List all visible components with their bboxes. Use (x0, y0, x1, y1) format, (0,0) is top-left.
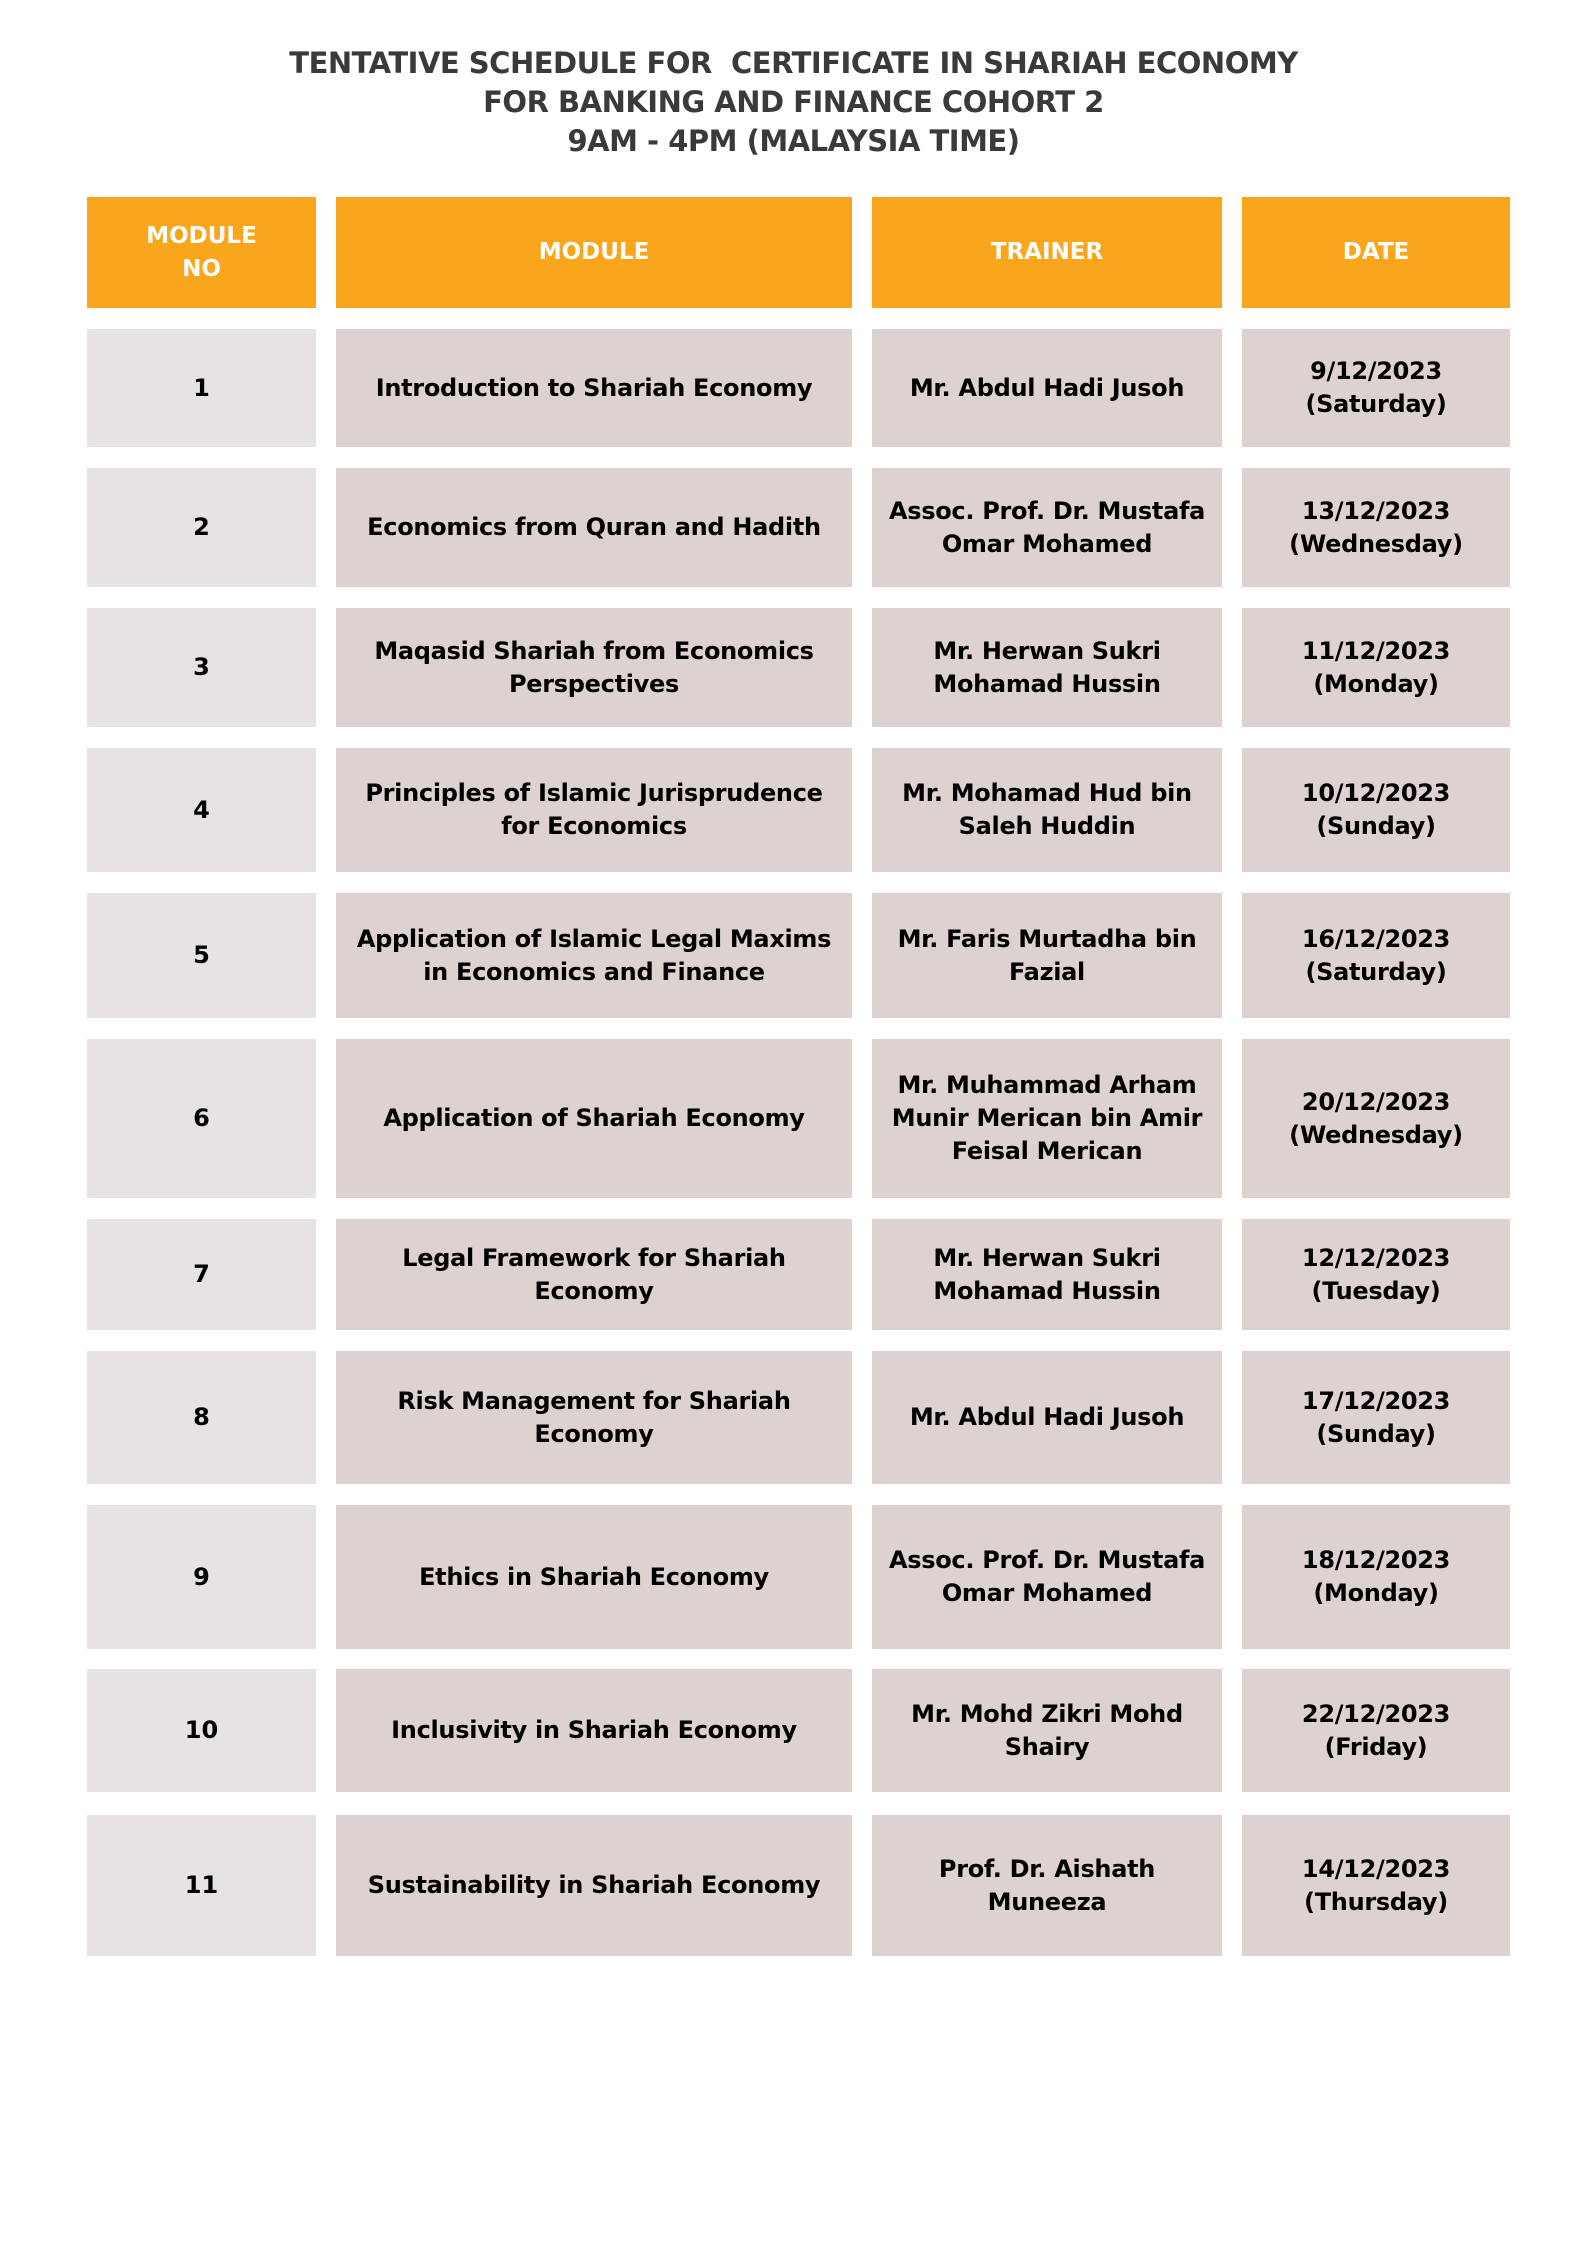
module-no-cell (87, 1669, 316, 1792)
module-no-cell-text: 11 (184, 1871, 219, 1899)
module-cell-text: Application of Islamic Legal Maxims (356, 924, 832, 953)
date-cell-text: (Sunday) (1316, 812, 1436, 840)
header-date (1242, 197, 1510, 308)
trainer-cell (872, 1669, 1222, 1792)
module-cell (336, 329, 852, 447)
module-no-cell-text: 1 (193, 373, 210, 402)
trainer-cell-text: Fazial (1008, 957, 1085, 986)
module-no-cell-text: 6 (193, 1104, 210, 1132)
module-cell (336, 1351, 852, 1484)
module-no-cell-text: 9 (193, 1562, 210, 1591)
date-cell (1242, 1351, 1510, 1484)
trainer-cell-text: Saleh Huddin (958, 812, 1136, 840)
module-cell (336, 1219, 852, 1330)
trainer-cell (872, 1351, 1222, 1484)
module-no-cell (87, 1351, 316, 1484)
trainer-cell-text: Omar Mohamed (941, 529, 1153, 558)
module-no-cell-text: 4 (193, 795, 210, 824)
module-cell-text: Perspectives (509, 669, 679, 698)
module-cell (336, 468, 852, 587)
header-module-label: MODULE (538, 239, 650, 265)
module-no-cell (87, 893, 316, 1018)
date-cell-text: (Sunday) (1316, 1419, 1436, 1448)
module-cell-text: Risk Management for Shariah (397, 1386, 791, 1415)
page-title (0, 44, 1587, 161)
module-no-cell-text: 2 (193, 513, 210, 541)
trainer-cell (872, 329, 1222, 447)
module-no-cell (87, 748, 316, 872)
date-cell-text: (Saturday) (1305, 957, 1447, 986)
trainer-cell-text: Shairy (1004, 1732, 1090, 1761)
module-cell-text: Application of Shariah Economy (383, 1104, 805, 1132)
module-cell-text: Legal Framework for Shariah (402, 1243, 786, 1272)
trainer-cell-text: Omar Mohamed (941, 1579, 1153, 1607)
module-no-cell (87, 468, 316, 587)
date-cell-text: 9/12/2023 (1310, 357, 1442, 385)
trainer-cell (872, 468, 1222, 587)
module-cell-text: Sustainability in Shariah Economy (367, 1871, 821, 1899)
module-cell-text: Economy (534, 1276, 654, 1305)
module-no-cell-text: 5 (193, 941, 210, 969)
module-cell (336, 1505, 852, 1649)
module-cell-text: in Economics and Finance (423, 957, 765, 986)
trainer-cell-text: Mr. Abdul Hadi Jusoh (909, 1403, 1185, 1431)
header-trainer-label: TRAINER (990, 239, 1104, 265)
date-cell-text: (Tuesday) (1311, 1276, 1441, 1305)
date-cell (1242, 1219, 1510, 1330)
module-cell (336, 1669, 852, 1792)
date-cell-text: (Monday) (1313, 669, 1439, 698)
module-no-cell (87, 608, 316, 727)
module-cell (336, 608, 852, 727)
header-module-no-line-1: MODULE (146, 222, 257, 249)
trainer-cell (872, 1039, 1222, 1198)
header-date-label: DATE (1342, 239, 1410, 265)
module-no-cell-text: 7 (193, 1260, 210, 1288)
trainer-cell (872, 1815, 1222, 1956)
trainer-cell (872, 893, 1222, 1018)
trainer-cell-text: Feisal Merican (951, 1137, 1143, 1165)
trainer-cell-text: Mr. Muhammad Arham (897, 1071, 1197, 1099)
date-cell-text: 17/12/2023 (1301, 1386, 1451, 1415)
module-no-cell (87, 329, 316, 447)
header-trainer (872, 197, 1222, 308)
title-line-3: 9AM - 4PM (MALAYSIA TIME) (567, 124, 1020, 158)
module-cell-text: Principles of Islamic Jurisprudence (365, 779, 823, 807)
module-cell-text: Introduction to Shariah Economy (375, 373, 813, 402)
date-cell (1242, 1505, 1510, 1649)
trainer-cell-text: Muneeza (987, 1887, 1107, 1916)
module-cell (336, 1039, 852, 1198)
date-cell (1242, 1815, 1510, 1956)
trainer-cell (872, 608, 1222, 727)
trainer-cell-text: Mr. Mohd Zikri Mohd (911, 1699, 1183, 1728)
module-no-cell (87, 1219, 316, 1330)
trainer-cell (872, 748, 1222, 872)
module-no-cell-text: 10 (184, 1716, 219, 1744)
module-cell (336, 1815, 852, 1956)
date-cell-text: 14/12/2023 (1301, 1854, 1451, 1883)
date-cell-text: 22/12/2023 (1301, 1699, 1451, 1728)
date-cell-text: 11/12/2023 (1301, 636, 1451, 665)
date-cell (1242, 1669, 1510, 1792)
trainer-cell-text: Assoc. Prof. Dr. Mustafa (888, 1546, 1205, 1574)
date-cell (1242, 468, 1510, 587)
date-cell (1242, 1039, 1510, 1198)
date-cell-text: 16/12/2023 (1301, 924, 1451, 953)
date-cell-text: (Monday) (1313, 1579, 1439, 1607)
header-module-no (87, 197, 316, 308)
title-line-2: FOR BANKING AND FINANCE COHORT 2 (483, 85, 1104, 119)
date-cell (1242, 329, 1510, 447)
trainer-cell-text: Mr. Herwan Sukri (933, 636, 1161, 665)
trainer-cell-text: Munir Merican bin Amir (891, 1104, 1203, 1132)
trainer-cell-text: Mohamad Hussin (933, 669, 1161, 698)
trainer-cell-text: Mohamad Hussin (933, 1276, 1161, 1305)
module-no-cell (87, 1039, 316, 1198)
date-cell (1242, 893, 1510, 1018)
module-no-cell (87, 1815, 316, 1956)
date-cell-text: (Wednesday) (1289, 1120, 1463, 1149)
module-cell-text: Maqasid Shariah from Economics (374, 636, 814, 665)
module-no-cell (87, 1505, 316, 1649)
trainer-cell-text: Mr. Abdul Hadi Jusoh (909, 373, 1185, 402)
module-cell-text: Economics from Quran and Hadith (367, 513, 821, 541)
date-cell (1242, 608, 1510, 727)
date-cell-text: 10/12/2023 (1301, 779, 1451, 807)
trainer-cell-text: Assoc. Prof. Dr. Mustafa (888, 496, 1205, 525)
module-cell-text: Ethics in Shariah Economy (419, 1562, 769, 1591)
date-cell-text: 18/12/2023 (1301, 1546, 1451, 1574)
trainer-cell-text: Mr. Herwan Sukri (933, 1243, 1161, 1272)
date-cell-text: 20/12/2023 (1301, 1087, 1451, 1116)
title-line-1: TENTATIVE SCHEDULE FOR CERTIFICATE IN SHARIAH ECONOMY (289, 46, 1298, 80)
module-cell (336, 748, 852, 872)
module-cell-text: Inclusivity in Shariah Economy (391, 1716, 797, 1744)
module-cell (336, 893, 852, 1018)
date-cell (1242, 748, 1510, 872)
header-module-no-line-2: NO (182, 255, 221, 282)
module-no-cell-text: 3 (193, 653, 210, 681)
trainer-cell-text: Mr. Faris Murtadha bin (897, 924, 1197, 953)
trainer-cell (872, 1505, 1222, 1649)
trainer-cell-text: Prof. Dr. Aishath (938, 1854, 1156, 1883)
date-cell-text: (Friday) (1324, 1732, 1428, 1761)
date-cell-text: (Saturday) (1305, 390, 1447, 418)
date-cell-text: (Wednesday) (1289, 529, 1463, 558)
module-cell-text: Economy (534, 1419, 654, 1448)
date-cell-text: (Thursday) (1304, 1887, 1448, 1916)
module-no-cell-text: 8 (193, 1403, 210, 1431)
header-module (336, 197, 852, 308)
trainer-cell-text: Mr. Mohamad Hud bin (902, 779, 1192, 807)
date-cell-text: 13/12/2023 (1301, 496, 1451, 525)
date-cell-text: 12/12/2023 (1301, 1243, 1451, 1272)
trainer-cell (872, 1219, 1222, 1330)
module-cell-text: for Economics (501, 812, 687, 840)
